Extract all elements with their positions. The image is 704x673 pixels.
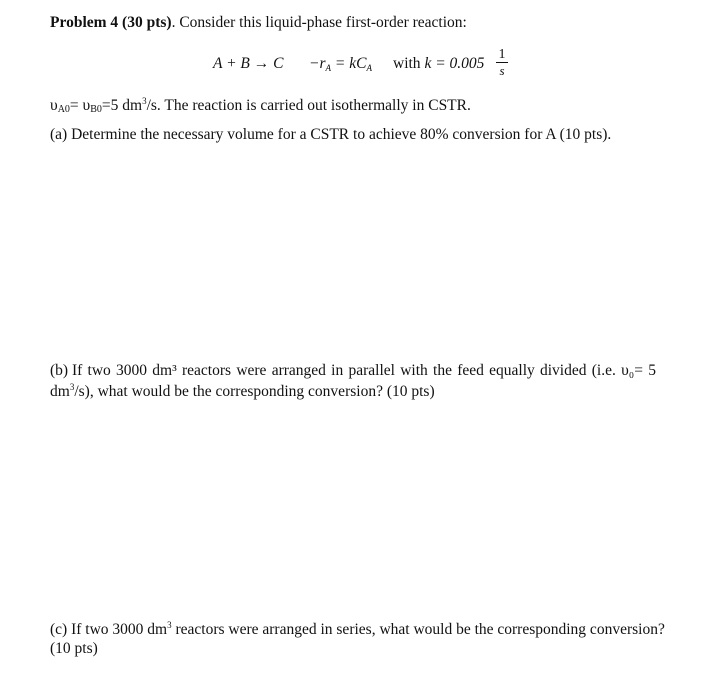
part-b-word: divided bbox=[540, 362, 587, 379]
part-b-word: two bbox=[87, 362, 111, 379]
rate-constant bbox=[393, 55, 484, 73]
flow-va0: υ bbox=[50, 97, 58, 114]
part-b-exp: 3 bbox=[69, 382, 75, 392]
part-b-word: dm³ bbox=[152, 362, 177, 379]
flow-rest: /s. The reaction is carried out isothermally in CSTR. bbox=[146, 97, 471, 114]
problem-title bbox=[50, 14, 467, 32]
part-c-exp: 3 bbox=[167, 620, 172, 630]
part-b-word: 5 bbox=[648, 362, 656, 379]
part-b-word: reactors bbox=[182, 362, 232, 379]
part-b-word: υ₀= bbox=[621, 362, 643, 379]
part-b-word: equally bbox=[489, 362, 535, 379]
part-b-word: parallel bbox=[348, 362, 395, 379]
unit-denominator: s bbox=[499, 63, 505, 78]
rate-subscript-2: A bbox=[366, 63, 372, 73]
part-b-word: the bbox=[433, 362, 452, 379]
part-b-word: (i.e. bbox=[591, 362, 616, 379]
part-c-line-1 bbox=[50, 620, 665, 639]
part-b-word: were bbox=[236, 362, 267, 379]
part-b-rest: /s), what would be the corresponding conversion? (10 pts) bbox=[74, 383, 435, 400]
part-c-rest: reactors were arranged in series, what would be the corresponding conversion? bbox=[171, 621, 665, 638]
part-a-question: (a) Determine the necessary volume for a CSTR to achieve 80% conversion for A (10 pts). bbox=[50, 126, 612, 143]
flow-eq1: = υ bbox=[69, 97, 91, 114]
part-b-word: 3000 bbox=[116, 362, 148, 379]
part-b-line-1 bbox=[50, 362, 656, 380]
rate-prefix: −r bbox=[309, 55, 326, 72]
problem-intro: . Consider this liquid-phase first-order reaction: bbox=[171, 14, 467, 31]
flow-va0-sub: A0 bbox=[57, 104, 70, 115]
k-value: k = 0.005 bbox=[424, 55, 485, 72]
part-b-word: (b) If bbox=[50, 362, 83, 379]
rate-law bbox=[309, 55, 372, 73]
unit-numerator: 1 bbox=[496, 47, 508, 63]
part-b-dm: dm bbox=[50, 383, 70, 400]
part-b-word: feed bbox=[457, 362, 484, 379]
part-c-line-2: (10 pts) bbox=[50, 640, 98, 657]
part-b-word: arranged bbox=[271, 362, 326, 379]
problem-heading: Problem 4 (30 pts) bbox=[50, 14, 172, 31]
with-text: with bbox=[393, 55, 425, 72]
flow-eq2: =5 dm bbox=[101, 97, 143, 114]
reaction-formula: A + B → C bbox=[213, 55, 284, 72]
rate-subscript: A bbox=[325, 63, 331, 73]
flow-rate-statement bbox=[50, 96, 471, 115]
part-b-word: with bbox=[400, 362, 428, 379]
part-b-word: in bbox=[331, 362, 344, 379]
part-c-start: (c) If two 3000 dm bbox=[50, 621, 168, 638]
flow-vb0-sub: B0 bbox=[90, 104, 102, 115]
rate-mid: = kC bbox=[331, 55, 367, 72]
unit-fraction bbox=[496, 47, 508, 78]
part-b-line-2 bbox=[50, 382, 435, 401]
flow-exp: 3 bbox=[142, 96, 147, 106]
